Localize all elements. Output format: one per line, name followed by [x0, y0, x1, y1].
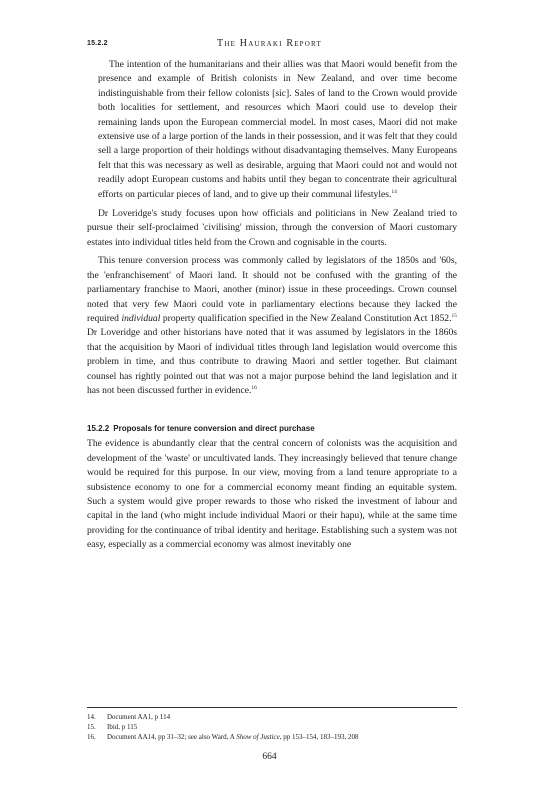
footnote [87, 722, 467, 732]
section-reference: 15.2.2 [87, 40, 108, 47]
footnote-number: 15. [87, 723, 96, 731]
paragraph: The evidence is abundantly clear that the central concern of colonists was the acquisition and development of the 'waste' or uncultivated lands. They increasingly believed that tenure change would be required for this purpose. In our view, moving from a land tenure appropriate to a subsistence economy to one for a commercial economy meant finding an equitable system. Such a system would give proper rewards to those who risked the investment of labour and capital in the land (who might include individual Maori or their hapu), while at the same time providing for the continuance of tribal identity and heritage. Establishing such a system was not easy, especially as a commercial economy was almost inevitably one [87, 438, 457, 551]
footnote [87, 732, 467, 742]
section-heading [87, 422, 457, 436]
italic-text: individual [121, 312, 161, 324]
footnote-divider [87, 707, 457, 708]
footnote-italic-text: Show of Justice [236, 733, 280, 741]
quote-paragraph [98, 58, 457, 202]
paragraph-text: Dr Loveridge and other historians have noted that it was assumed by legislators in the 1860s that the acquisition by Maori of individual titles through land legislation would overcome this problem in time, and thus contribute to drawing Maori and settler together. But claimant counsel has rightly pointed out that was not a major purpose behind the land legislation and it has not been discussed further in evidence. [87, 327, 457, 396]
running-title: The Hauraki Report [217, 38, 322, 49]
paragraph: Dr Loveridge's study focuses upon how officials and politicians in New Zealand tried to pursue their self-proclaimed 'civilising' mission, through the conversion of Maori customary estates into individual titles held from the Crown and cognisable in the courts. [87, 208, 457, 248]
footnote-ref[interactable]: 16 [251, 384, 257, 391]
paragraph [87, 254, 457, 398]
section-heading-text: Proposals for tenure conversion and direct purchase [113, 424, 315, 434]
footnote-text: Document AA14, pp 31–32; see also Ward, A [107, 733, 237, 741]
footnote-text: Document AA1, p 114 [107, 713, 171, 721]
footnote-number: 16. [87, 733, 96, 741]
paragraph-text: property qualification specified in the New Zealand Constitution Act 1852. [160, 312, 452, 324]
footnote-text: Ibid, p 115 [107, 723, 138, 731]
footnotes [87, 712, 467, 742]
footnote-text: , pp 153–154, 183–193, 208 [279, 733, 359, 741]
footnote-ref[interactable]: 15 [451, 312, 457, 319]
page-number: 664 [262, 752, 277, 762]
footnote [87, 712, 467, 722]
footnote-number: 14. [87, 713, 96, 721]
section-heading-number: 15.2.2 [87, 424, 110, 434]
block-quote [87, 58, 457, 202]
paragraph-text: This tenure conversion process was commonly called by legislators of the 1850s and '60s, the 'enfranchisement' of Maori land. It should not be confused with the granting of the parliamentary franchise to Maori, another (minor) issue in these proceedings. Crown counsel noted that very few Maori could vote in parliamentary elections because they lacked the required [87, 255, 457, 324]
footnote-ref[interactable]: 14 [391, 188, 397, 195]
quote-text: The intention of the humanitarians and their allies was that Maori would benefit from the presence and example of British colonists in New Zealand, and over time become indistinguishable from their fellow colonists [sic]. Sales of land to the Crown would provide both localities for settlement, and resources which Maori could use to develop their remaining lands upon the European commercial model. In most cases, Maori did not make extensive use of a large portion of the lands in their possession, and it was felt that they could sell a large proportion of their holdings without disadvantaging themselves. Many Europeans felt that this was necessary as well as desirable, arguing that Maori could not and would not readily adopt European customs and habits until they began to concentrate their agricultural efforts on particular pieces of land, and to give up their communal lifestyles. [98, 59, 457, 200]
body-text [87, 58, 457, 557]
